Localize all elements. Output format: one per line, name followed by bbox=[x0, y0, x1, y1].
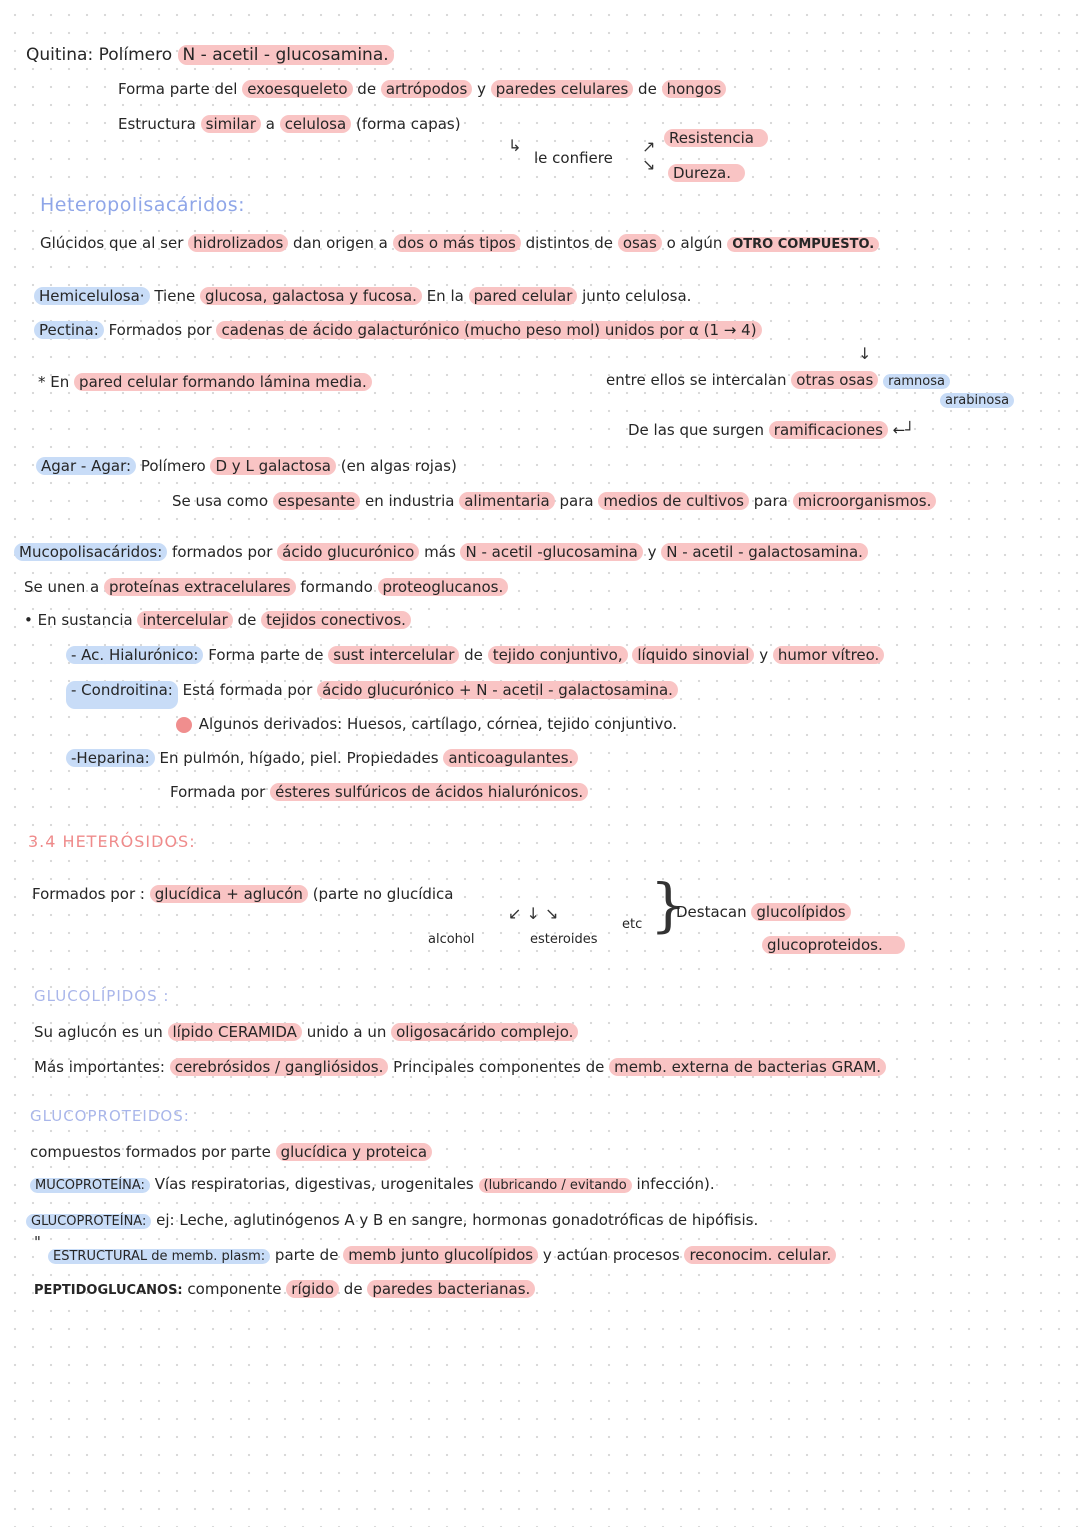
mucopolisacaridos-line-2 bbox=[24, 577, 508, 597]
text: distintos de bbox=[525, 234, 614, 252]
highlight: osas bbox=[618, 234, 662, 252]
text: Se unen a bbox=[24, 578, 100, 596]
bullet-dot-icon bbox=[176, 717, 192, 733]
quitina-label: Quitina: bbox=[26, 45, 94, 65]
text: Formada por bbox=[170, 783, 266, 801]
hialuronico-line bbox=[66, 645, 884, 665]
highlight: medios de cultivos bbox=[598, 492, 749, 510]
highlight: hongos bbox=[662, 80, 727, 98]
agar-line-1 bbox=[36, 456, 457, 476]
right-brace-icon: } bbox=[650, 871, 687, 939]
arabinosa-label: arabinosa bbox=[940, 393, 1014, 408]
heterosidos-etc: etc bbox=[622, 917, 643, 932]
highlight: humor vítreo. bbox=[773, 646, 884, 664]
text: en industria bbox=[365, 492, 455, 510]
mucoproteina-line bbox=[30, 1174, 715, 1196]
quitina-line-3 bbox=[118, 114, 461, 134]
text: y bbox=[759, 646, 769, 664]
highlight: N - acetil -glucosamina bbox=[460, 543, 642, 561]
heparina-line-1 bbox=[66, 748, 578, 768]
text: dan bbox=[293, 234, 322, 252]
return-arrow-icon: ←┘ bbox=[892, 421, 915, 439]
text: compuestos formados por parte bbox=[30, 1143, 271, 1161]
highlight: microorganismos. bbox=[793, 492, 937, 510]
text: infección). bbox=[636, 1175, 715, 1193]
highlight: ésteres sulfúricos de ácidos hialurónicos. bbox=[270, 783, 588, 801]
text: junto celulosa. bbox=[582, 287, 692, 305]
glucolipidos-line-1 bbox=[34, 1022, 578, 1042]
text: y bbox=[647, 543, 657, 561]
text: a bbox=[378, 234, 388, 252]
quitina-confiere: le confiere bbox=[534, 149, 613, 167]
highlight: intercelular bbox=[137, 611, 232, 629]
highlight: glucídica y proteica bbox=[276, 1143, 432, 1161]
text: * En bbox=[38, 373, 70, 391]
highlight: memb junto glucolípidos bbox=[343, 1246, 538, 1264]
quitina-resistencia bbox=[664, 128, 768, 148]
agar-label: Agar - Agar: bbox=[36, 457, 136, 475]
derivados-line bbox=[176, 714, 677, 734]
highlight: rígido bbox=[286, 1280, 339, 1298]
mucopolisacaridos-line-1 bbox=[14, 542, 868, 562]
ditto-mark: " bbox=[34, 1233, 41, 1251]
text: Forma parte del bbox=[118, 80, 238, 98]
text: (en algas rojas) bbox=[340, 457, 457, 475]
ramnosa-label: ramnosa bbox=[883, 374, 950, 389]
text: de bbox=[343, 1280, 363, 1298]
text: parte de bbox=[274, 1246, 339, 1264]
glucoproteina-line bbox=[26, 1210, 758, 1232]
highlight: memb. externa de bacterias GRAM. bbox=[609, 1058, 886, 1076]
highlight: otras osas bbox=[791, 371, 878, 389]
highlight: proteoglucanos. bbox=[378, 578, 509, 596]
text: de bbox=[237, 611, 257, 629]
mucopolisacaridos-label: Mucopolisacáridos: bbox=[14, 543, 167, 561]
pectina-intercalan bbox=[606, 370, 950, 392]
quitina-line-2 bbox=[118, 79, 726, 99]
pectina-line bbox=[34, 320, 762, 340]
highlight: reconocim. celular. bbox=[684, 1246, 836, 1264]
text: Más importantes: bbox=[34, 1058, 165, 1076]
quitina-text: Polímero bbox=[98, 45, 173, 65]
text: Formados por : bbox=[32, 885, 145, 903]
highlight: tejidos conectivos. bbox=[261, 611, 411, 629]
text: Algunos derivados: bbox=[198, 715, 343, 733]
highlight: paredes bacterianas. bbox=[367, 1280, 535, 1298]
highlight: cerebrósidos / gangliósidos. bbox=[170, 1058, 389, 1076]
highlight: glucoproteidos. bbox=[762, 936, 905, 954]
highlight: líquido sinovial bbox=[632, 646, 754, 664]
highlight: alimentaria bbox=[459, 492, 554, 510]
highlight: cadenas de ácido galacturónico (mucho peso mol) unidos por α (1 → 4) bbox=[216, 321, 761, 339]
hemicelulosa-line bbox=[34, 286, 691, 306]
pectina-arabinosa bbox=[940, 389, 1014, 411]
hialuronico-label: - Ac. Hialurónico: bbox=[66, 646, 203, 664]
text: (forma capas) bbox=[355, 115, 461, 133]
text: componente bbox=[187, 1280, 282, 1298]
text: Forma parte de bbox=[208, 646, 324, 664]
branch-arrows-icon: ↗ ↘ bbox=[642, 137, 656, 174]
highlight: lípido CERAMIDA bbox=[168, 1023, 302, 1041]
highlight: hidrolizados bbox=[188, 234, 288, 252]
highlight: espesante bbox=[273, 492, 360, 510]
text: para bbox=[559, 492, 594, 510]
heterosidos-line-1 bbox=[32, 884, 454, 904]
text: Formados por bbox=[108, 321, 212, 339]
glucoproteidos-line-1 bbox=[30, 1142, 432, 1162]
text: y bbox=[477, 80, 486, 98]
highlight: Dureza. bbox=[668, 164, 745, 182]
text: De las que surgen bbox=[628, 421, 764, 439]
highlight: celulosa bbox=[280, 115, 352, 133]
text: Principales componentes de bbox=[393, 1058, 605, 1076]
highlight: glucosa, galactosa y fucosa. bbox=[200, 287, 422, 305]
highlight: N - acetil - galactosamina. bbox=[661, 543, 868, 561]
quitina-dureza bbox=[668, 163, 745, 183]
highlight: Resistencia bbox=[664, 129, 768, 147]
text: Huesos, cartílago, córnea, tejido conjuntivo. bbox=[347, 715, 678, 733]
highlight: glucídica + aglucón bbox=[150, 885, 308, 903]
heterosidos-glucoproteidos bbox=[762, 935, 905, 955]
text: Destacan bbox=[676, 903, 747, 921]
highlight: ramificaciones bbox=[769, 421, 888, 439]
text: más bbox=[424, 543, 456, 561]
mucoproteina-label: MUCOPROTEÍNA: bbox=[30, 1178, 150, 1193]
text: a bbox=[265, 115, 275, 133]
heterosidos-title: 3.4 HETERÓSIDOS: bbox=[28, 832, 196, 851]
highlight: paredes celulares bbox=[491, 80, 634, 98]
glucolipidos-title: GLUCOLÍPIDOS : bbox=[34, 987, 170, 1005]
text: de bbox=[357, 80, 377, 98]
highlight: similar bbox=[201, 115, 261, 133]
glucolipidos-line-2 bbox=[34, 1057, 886, 1077]
text: entre ellos se intercalan bbox=[606, 371, 787, 389]
peptidoglucanos-line bbox=[34, 1279, 535, 1301]
text: ej: Leche, aglutinógenos A y B en sangre, hormonas gonadotróficas de hipófisis. bbox=[156, 1211, 759, 1229]
heparina-line-2 bbox=[170, 782, 588, 802]
highlight: proteínas extracelulares bbox=[104, 578, 296, 596]
text: • En sustancia bbox=[24, 611, 133, 629]
highlight: D y L galactosa bbox=[210, 457, 335, 475]
pectina-note bbox=[38, 372, 372, 392]
highlight: glucolípidos bbox=[751, 903, 850, 921]
text: Está formada por bbox=[182, 681, 313, 699]
condroitina-label: - Condroitina: bbox=[66, 681, 178, 709]
heterosidos-destacan bbox=[676, 902, 851, 922]
text: formados por bbox=[172, 543, 273, 561]
glucoproteidos-title: GLUCOPROTEIDOS: bbox=[30, 1107, 190, 1125]
text: Estructura bbox=[118, 115, 196, 133]
text: de bbox=[464, 646, 483, 664]
text: formando bbox=[300, 578, 373, 596]
peptidoglucanos-label: PEPTIDOGLUCANOS: bbox=[34, 1283, 183, 1298]
condroitina-line bbox=[66, 680, 678, 700]
highlight: artrópodos bbox=[381, 80, 472, 98]
text: de bbox=[638, 80, 657, 98]
hemicelulosa-label: Hemicelulosa· bbox=[34, 287, 150, 305]
heteropolisacaridos-definition bbox=[40, 233, 879, 255]
highlight: (lubricando / evitando bbox=[479, 1178, 632, 1193]
down-arrow-icon: ↓ bbox=[858, 344, 872, 363]
branch-arrows-icon: ↙ ↓ ↘ bbox=[508, 904, 559, 923]
text: Polímero bbox=[140, 457, 206, 475]
highlight: dos o más tipos bbox=[393, 234, 521, 252]
heparina-label: -Heparina: bbox=[66, 749, 155, 767]
mucopolisacaridos-line-3 bbox=[24, 610, 411, 630]
highlight: OTRO COMPUESTO. bbox=[727, 237, 879, 252]
highlight: oligosacárido complejo. bbox=[391, 1023, 578, 1041]
text: Glúcidos que al ser bbox=[40, 234, 184, 252]
text: Tiene bbox=[154, 287, 196, 305]
pectina-ramificaciones bbox=[628, 420, 914, 440]
text: (parte no glucídica bbox=[312, 885, 454, 903]
quitina-highlight: N - acetil - glucosamina. bbox=[178, 45, 394, 65]
text: Vías respiratorias, digestivas, urogenitales bbox=[154, 1175, 474, 1193]
text: Propiedades bbox=[346, 749, 439, 767]
text: Su aglucón es un bbox=[34, 1023, 163, 1041]
text: para bbox=[753, 492, 788, 510]
highlight: tejido conjuntivo, bbox=[488, 646, 628, 664]
heterosidos-alcohol: alcohol bbox=[428, 932, 475, 947]
highlight: sust intercelular bbox=[328, 646, 459, 664]
elbow-arrow-icon: ↳ bbox=[508, 136, 522, 155]
quitina-line-1 bbox=[26, 45, 394, 65]
text: En pulmón, hígado, piel. bbox=[159, 749, 342, 767]
highlight: ácido glucurónico + N - acetil - galactosamina. bbox=[317, 681, 678, 699]
text: y actúan procesos bbox=[542, 1246, 680, 1264]
text: Se usa como bbox=[172, 492, 269, 510]
text: origen bbox=[326, 234, 374, 252]
estructural-line bbox=[48, 1245, 836, 1267]
glucoproteina-label: GLUCOPROTEÍNA: bbox=[26, 1214, 151, 1229]
estructural-label: ESTRUCTURAL de memb. plasm: bbox=[48, 1249, 270, 1264]
highlight: anticoagulantes. bbox=[443, 749, 578, 767]
text: o algún bbox=[666, 234, 723, 252]
highlight: exoesqueleto bbox=[242, 80, 352, 98]
text: unido a un bbox=[306, 1023, 387, 1041]
highlight: ácido glucurónico bbox=[277, 543, 419, 561]
highlight: pared celular formando lámina media. bbox=[74, 373, 372, 391]
pectina-label: Pectina: bbox=[34, 321, 104, 339]
highlight: pared celular bbox=[469, 287, 578, 305]
heterosidos-esteroides: esteroides bbox=[530, 932, 598, 947]
heteropolisacaridos-title: Heteropolisacáridos: bbox=[40, 194, 246, 216]
agar-line-2 bbox=[172, 491, 936, 511]
text: En la bbox=[426, 287, 464, 305]
